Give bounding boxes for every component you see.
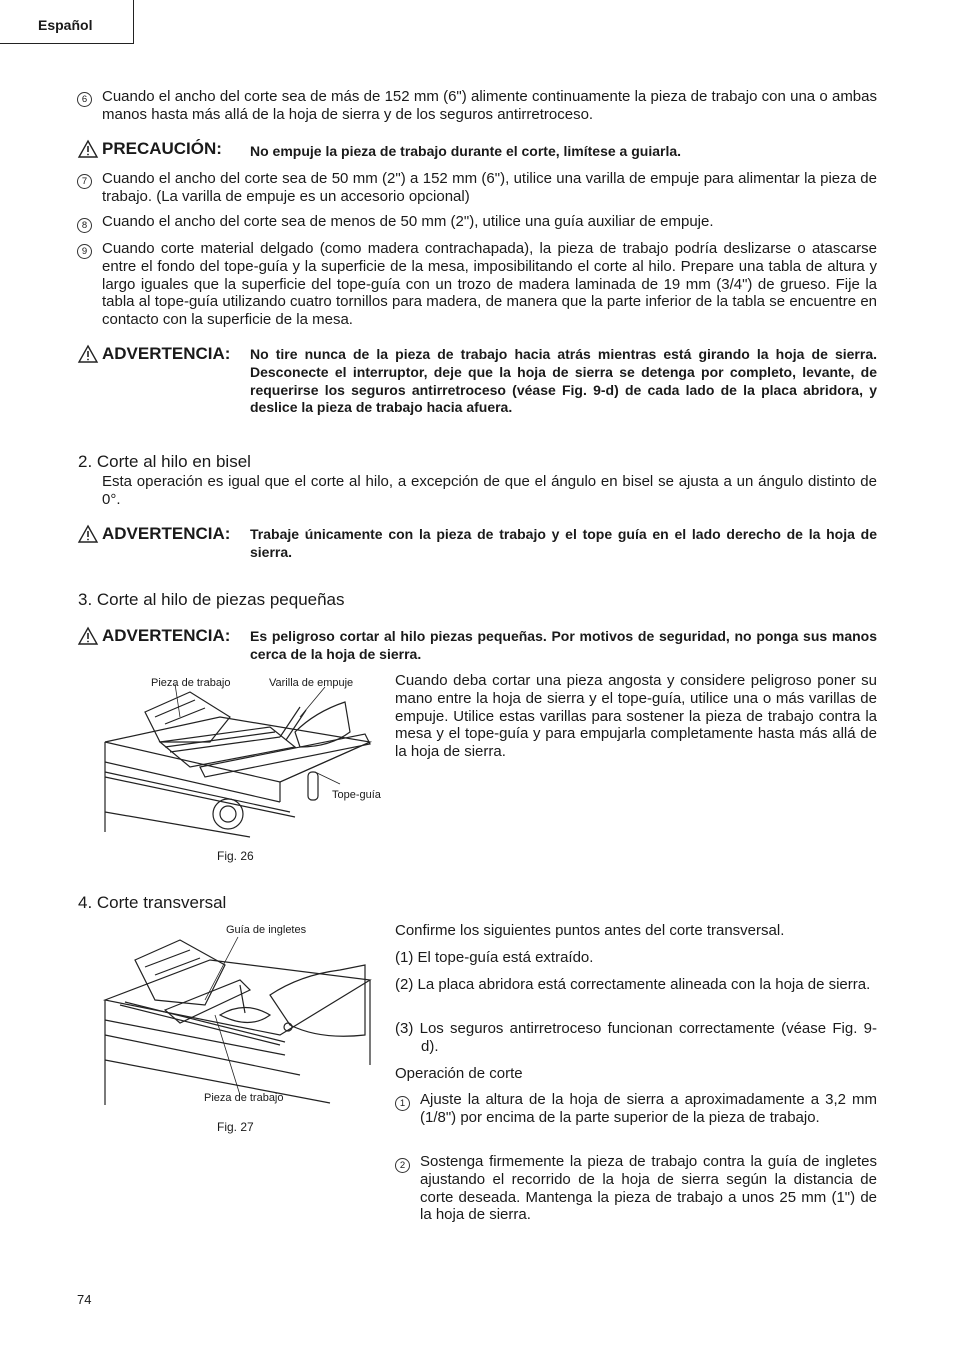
page-number: 74 bbox=[77, 1292, 92, 1307]
language-tab bbox=[0, 0, 134, 44]
check-2: (2) La placa abridora está correctamente alineada con la hoja de sierra. bbox=[395, 976, 871, 993]
warning-1-text: No tire nunca de la pieza de trabajo hacia atrás mientras está girando la hoja de sierra. Desconecte el interruptor, deje que la hoja de sierra se detenga por completo, levante, de requerirse los seguros antirretroceso (véase Fig. 9-d) de cada lado de la placa abridora, y deslice la pieza de trabajo hacia afuera. bbox=[250, 346, 877, 416]
table-saw-crosscut-illustration bbox=[100, 925, 375, 1107]
section-3-body: Cuando deba cortar una pieza angosta y considere peligroso poner su mano entre la hoja de sierra y el tope-guía, utilice una o más varillas de empuje. Utilice estas varillas para sostener la pieza de trabajo contra la mesa y el tope-guía y para empujarla completamente hasta más allá de la hoja de sierra. bbox=[395, 672, 877, 761]
item-7-number: 7 bbox=[77, 171, 92, 189]
section-3-heading: 3. Corte al hilo de piezas pequeñas bbox=[78, 590, 345, 609]
fig27-label-miter-gauge: Guía de ingletes bbox=[226, 924, 307, 936]
warning-triangle-icon bbox=[78, 627, 98, 645]
item-7-text: Cuando el ancho del corte sea de 50 mm (2") a 152 mm (6"), utilice una varilla de empuje para alimentar la pieza de trabajo. (La varilla de empuje es un accesorio opcional) bbox=[102, 170, 877, 205]
language-label: Español bbox=[38, 17, 93, 33]
warning-3-text: Es peligroso cortar al hilo piezas pequeñas. Por motivos de seguridad, no ponga sus manos cerca de la hoja de sierra. bbox=[250, 628, 877, 662]
section-4-heading: 4. Corte transversal bbox=[78, 893, 227, 912]
step-2-text: Sostenga firmemente la pieza de trabajo contra la guía de ingletes ajustando el recorrido de la hoja de sierra según la distancia de corte deseada. Mantenga la pieza de trabajo a unos 25 mm (1") de la hoja de sierra. bbox=[420, 1153, 877, 1224]
item-8-number: 8 bbox=[77, 215, 92, 233]
item-9-number: 9 bbox=[77, 241, 92, 259]
item-9-text: Cuando corte material delgado (como madera contrachapada), la pieza de trabajo podría deslizarse o atascarse entre el fondo del tope-guía y la superficie de la mesa, imposibilitando el corte al hilo. Prepare una tabla de altura y largo iguales que la superficie del tope-guía con un trozo de madera laminada de 19 mm (3/4") de grueso. Fije la tabla al tope-guía utilizando cuatro tornillos para madera, de manera que la parte inferior de la tabla se encuentre en contacto con la superficie de la mesa. bbox=[102, 240, 877, 329]
warning-triangle-icon bbox=[78, 345, 98, 363]
check-1: (1) El tope-guía está extraído. bbox=[395, 949, 594, 966]
caution-label: PRECAUCIÓN: bbox=[78, 139, 222, 159]
section-2-body: Esta operación es igual que el corte al hilo, a excepción de que el ángulo en bisel se ajusta a un ángulo distinto de 0°. bbox=[102, 473, 877, 508]
check-3: (3) Los seguros antirretroceso funcionan correctamente (véase Fig. 9-d). bbox=[395, 1020, 877, 1055]
fig26-label-fence: Tope-guía bbox=[332, 789, 381, 801]
figure-27 bbox=[100, 925, 375, 1107]
item-8-text: Cuando el ancho del corte sea de menos de 50 mm (2"), utilice una guía auxiliar de empuje. bbox=[102, 213, 714, 230]
item-6-number: 6 bbox=[77, 89, 92, 107]
fig26-label-push-stick: Varilla de empuje bbox=[269, 677, 354, 689]
caution-text: No empuje la pieza de trabajo durante el corte, limítese a guiarla. bbox=[250, 143, 682, 159]
warning-2-label: ADVERTENCIA: bbox=[78, 524, 230, 544]
item-6-text: Cuando el ancho del corte sea de más de 152 mm (6") alimente continuamente la pieza de trabajo con una o ambas manos hasta más allá de la hoja de sierra y de los seguros antirretroceso. bbox=[102, 88, 877, 123]
warning-2-text: Trabaje únicamente con la pieza de trabajo y el tope guía en el lado derecho de la hoja de sierra. bbox=[250, 526, 877, 560]
fig26-caption: Fig. 26 bbox=[217, 849, 254, 863]
step-1-number: 1 bbox=[395, 1093, 410, 1111]
warning-triangle-icon bbox=[78, 525, 98, 543]
section-2-heading: 2. Corte al hilo en bisel bbox=[78, 452, 251, 471]
warning-1-label: ADVERTENCIA: bbox=[78, 344, 230, 364]
fig27-label-workpiece: Pieza de trabajo bbox=[204, 1092, 284, 1104]
table-saw-rip-illustration bbox=[100, 672, 375, 842]
figure-26 bbox=[100, 672, 375, 842]
step-2-number: 2 bbox=[395, 1155, 410, 1173]
fig27-caption: Fig. 27 bbox=[217, 1120, 254, 1134]
warning-3-label: ADVERTENCIA: bbox=[78, 626, 230, 646]
operation-title: Operación de corte bbox=[395, 1065, 523, 1082]
warning-triangle-icon bbox=[78, 140, 98, 158]
fig26-label-workpiece: Pieza de trabajo bbox=[151, 677, 231, 689]
step-1-text: Ajuste la altura de la hoja de sierra a aproximadamente a 3,2 mm (1/8") por encima de la parte superior de la pieza de trabajo. bbox=[420, 1091, 877, 1126]
section-4-intro: Confirme los siguientes puntos antes del corte transversal. bbox=[395, 922, 785, 939]
